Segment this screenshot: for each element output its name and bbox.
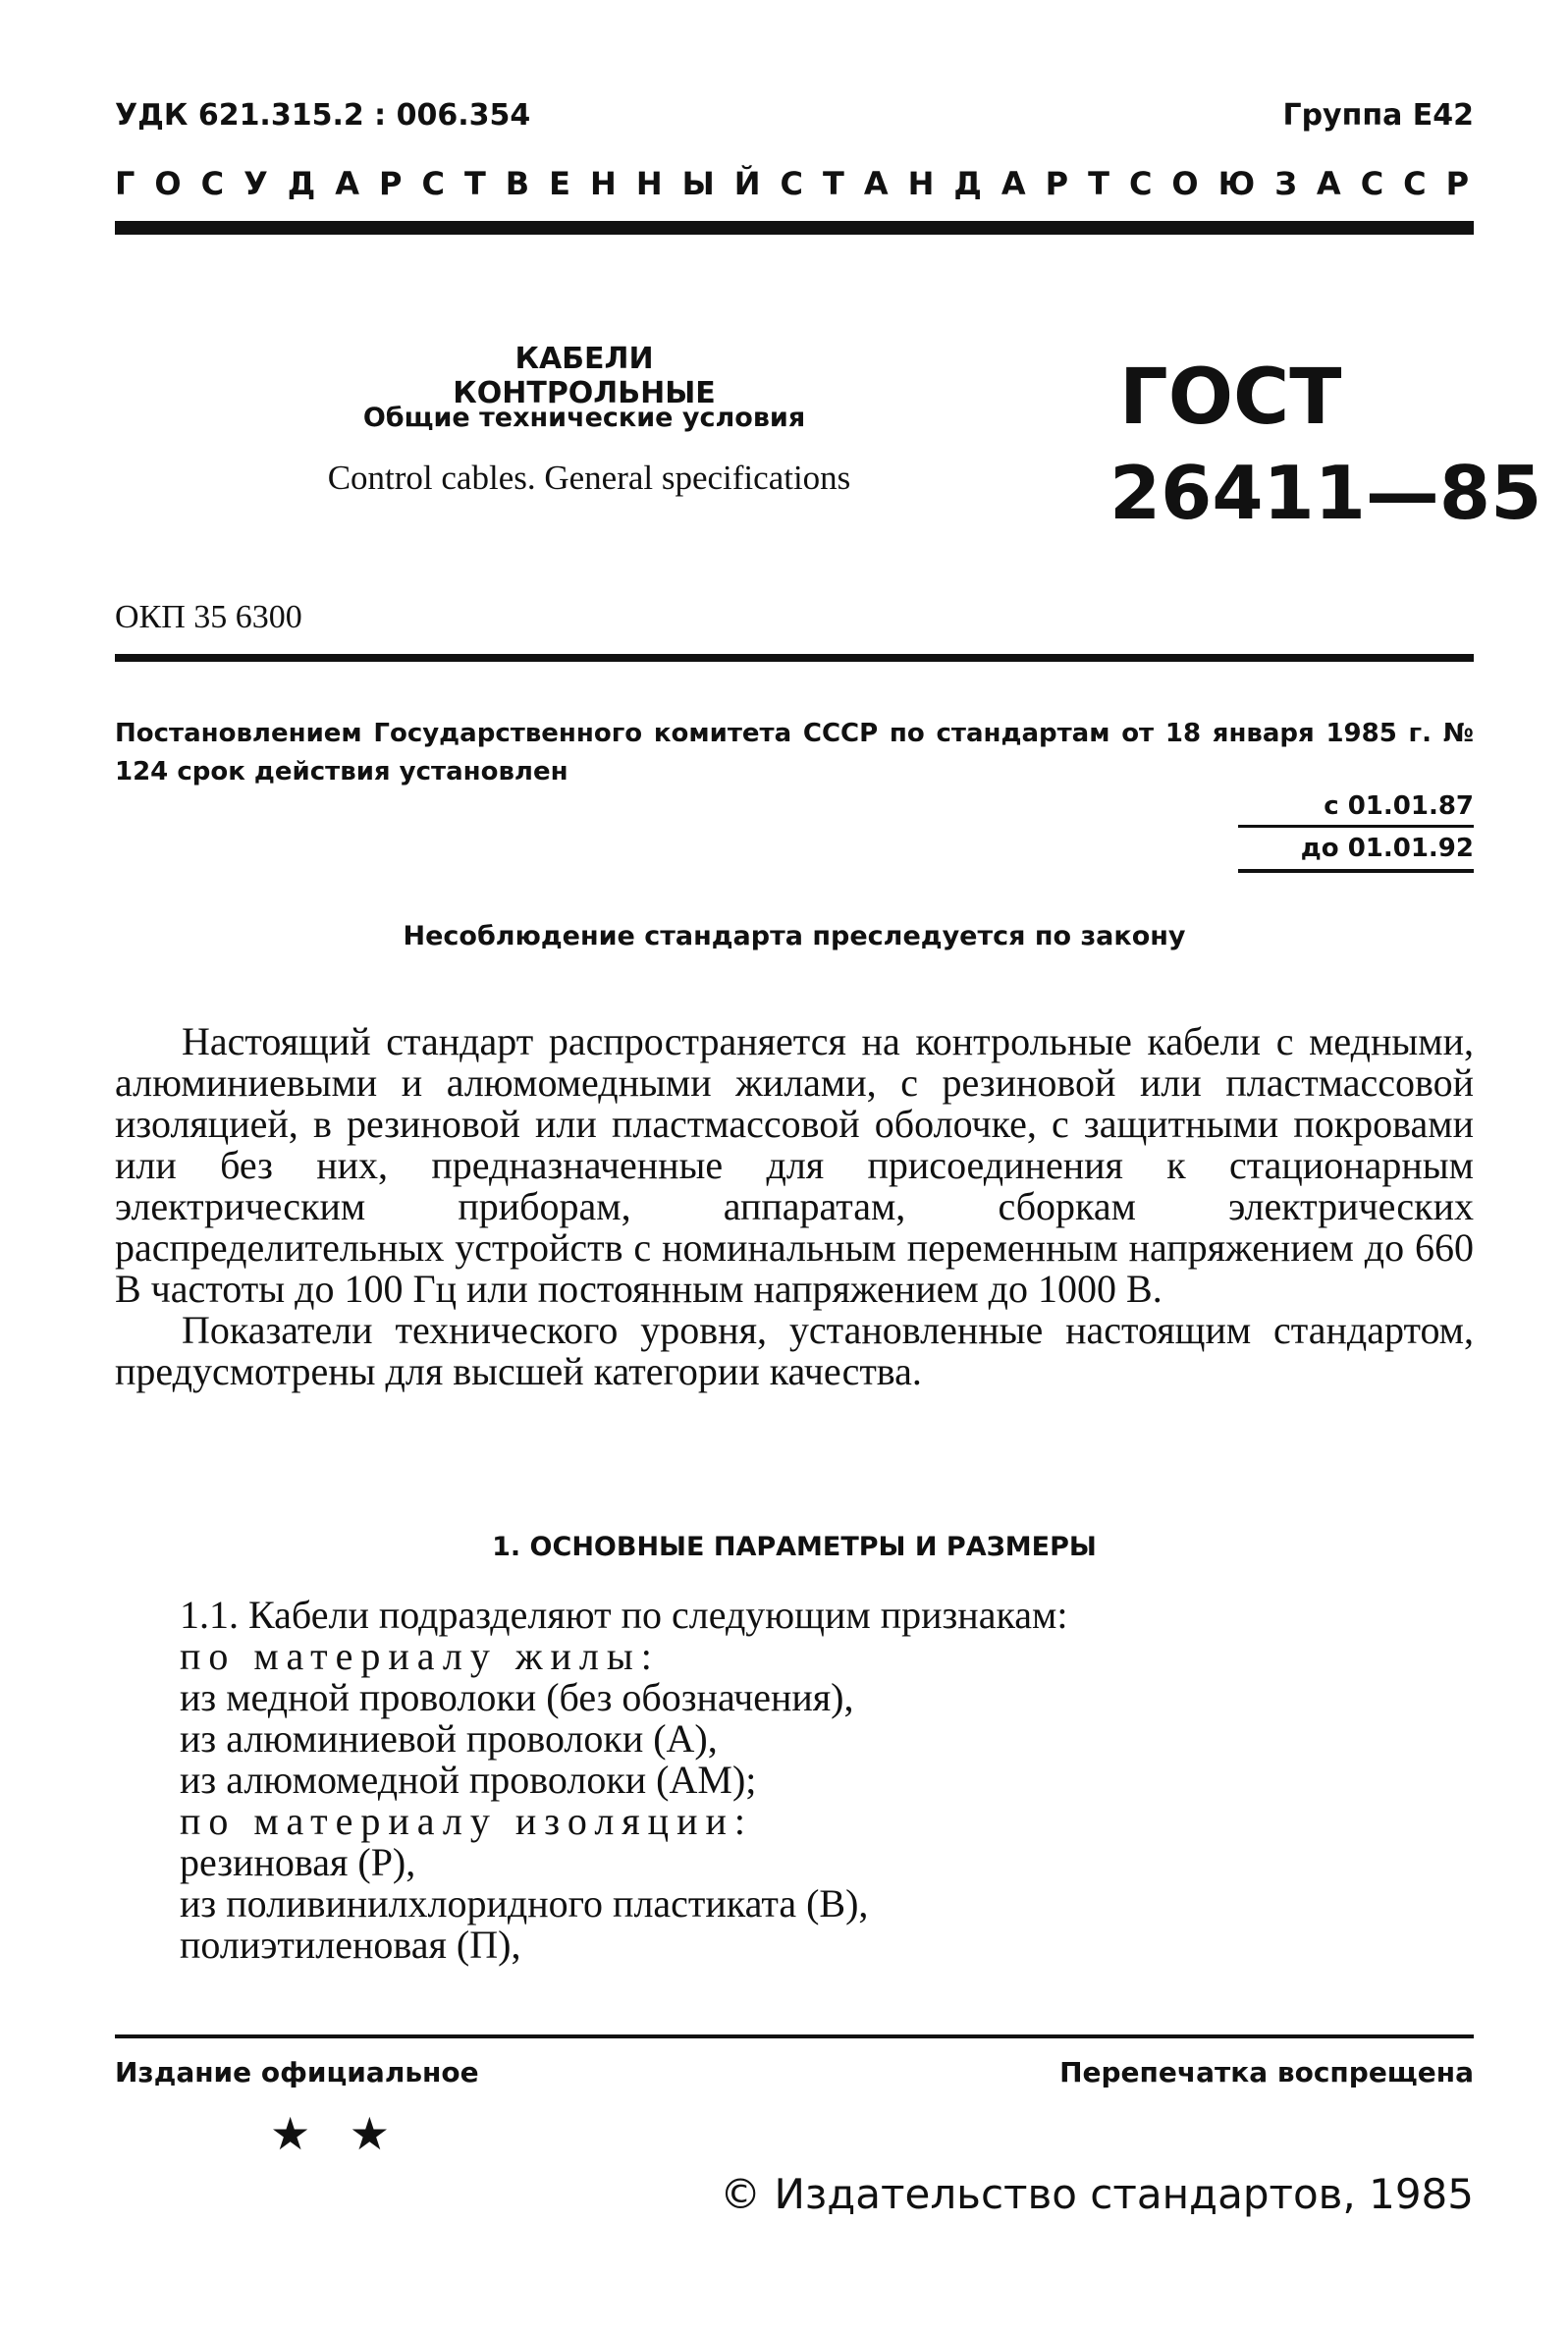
okp-code: ОКП 35 6300: [115, 599, 302, 635]
list-item: из алюмомедной проволоки (АМ);: [180, 1758, 757, 1802]
udk-code: УДК 621.315.2 : 006.354: [115, 98, 531, 133]
footer-divider: [115, 2034, 1474, 2038]
group-code: Группа Е42: [1282, 98, 1474, 133]
state-standard-word: СОЮЗА: [1128, 165, 1361, 202]
gost-number: 26411—85: [1109, 450, 1542, 536]
list-item: полиэтиленовая (П),: [180, 1923, 521, 1967]
classification-list: [180, 1595, 1067, 1966]
title-divider: [115, 654, 1474, 662]
date-to: до 01.01.92: [1238, 828, 1474, 873]
law-notice: Несоблюдение стандарта преследуется по закону: [403, 921, 1186, 951]
state-standard-word: ССР: [1360, 165, 1489, 202]
document-subtitle: Общие технические условия: [362, 403, 806, 433]
list-item: из алюминиевой проволоки (А),: [180, 1716, 718, 1761]
section-heading: 1. ОСНОВНЫЕ ПАРАМЕТРЫ И РАЗМЕРЫ: [492, 1532, 1097, 1562]
body-text: [115, 1021, 1474, 1392]
document-title-english: Control cables. General specifications: [327, 459, 851, 497]
gost-label: ГОСТ: [1119, 353, 1342, 442]
state-standard-word: СТАНДАРТ: [780, 165, 1129, 202]
reprint-note: Перепечатка воспрещена: [1059, 2056, 1474, 2088]
list-item: резиновая (Р),: [180, 1840, 416, 1884]
document-title: КАБЕЛИ КОНТРОЛЬНЫЕ: [453, 342, 716, 410]
validity-dates: [1238, 791, 1474, 873]
list-subheading: по материалу изоляции:: [180, 1799, 754, 1843]
edition-note: Издание официальное: [115, 2056, 479, 2088]
scope-paragraph: Настоящий стандарт распространяется на контрольные кабели с медными, алюминиевыми и алюмомедными жилами, с резиновой или пластмассовой изоляцией, в резиновой или пластмассовой оболочке, с защитными покровами или без них, предназначенные для присоединения к стационарным электрическим приборам, аппаратам, сборкам электрических распределительных устройств с номинальным переменным напряжением до 660 В частоты до 100 Гц или постоянным напряжением до 1000 В.: [115, 1019, 1474, 1311]
decree-text: Постановлением Государственного комитета СССР по стандартам от 18 января 1985 г. № 124 срок действия установлен: [115, 719, 1474, 786]
list-item: 1.1. Кабели подразделяют по следующим признакам:: [180, 1593, 1068, 1637]
quality-paragraph: Показатели технического уровня, установленные настоящим стандартом, предусмотрены для высшей категории качества.: [115, 1308, 1474, 1393]
stars-mark: ★ ★: [270, 2109, 404, 2159]
list-subheading: по материалу жилы:: [180, 1634, 660, 1678]
state-standard-banner: [115, 165, 1489, 202]
list-item: из поливинилхлоридного пластиката (В),: [180, 1881, 869, 1925]
state-standard-word: ГОСУДАРСТВЕННЫЙ: [115, 165, 781, 202]
date-from: с 01.01.87: [1238, 791, 1474, 828]
copyright: © Издательство стандартов, 1985: [720, 2170, 1474, 2218]
header-divider: [115, 221, 1474, 235]
list-item: из медной проволоки (без обозначения),: [180, 1675, 854, 1719]
